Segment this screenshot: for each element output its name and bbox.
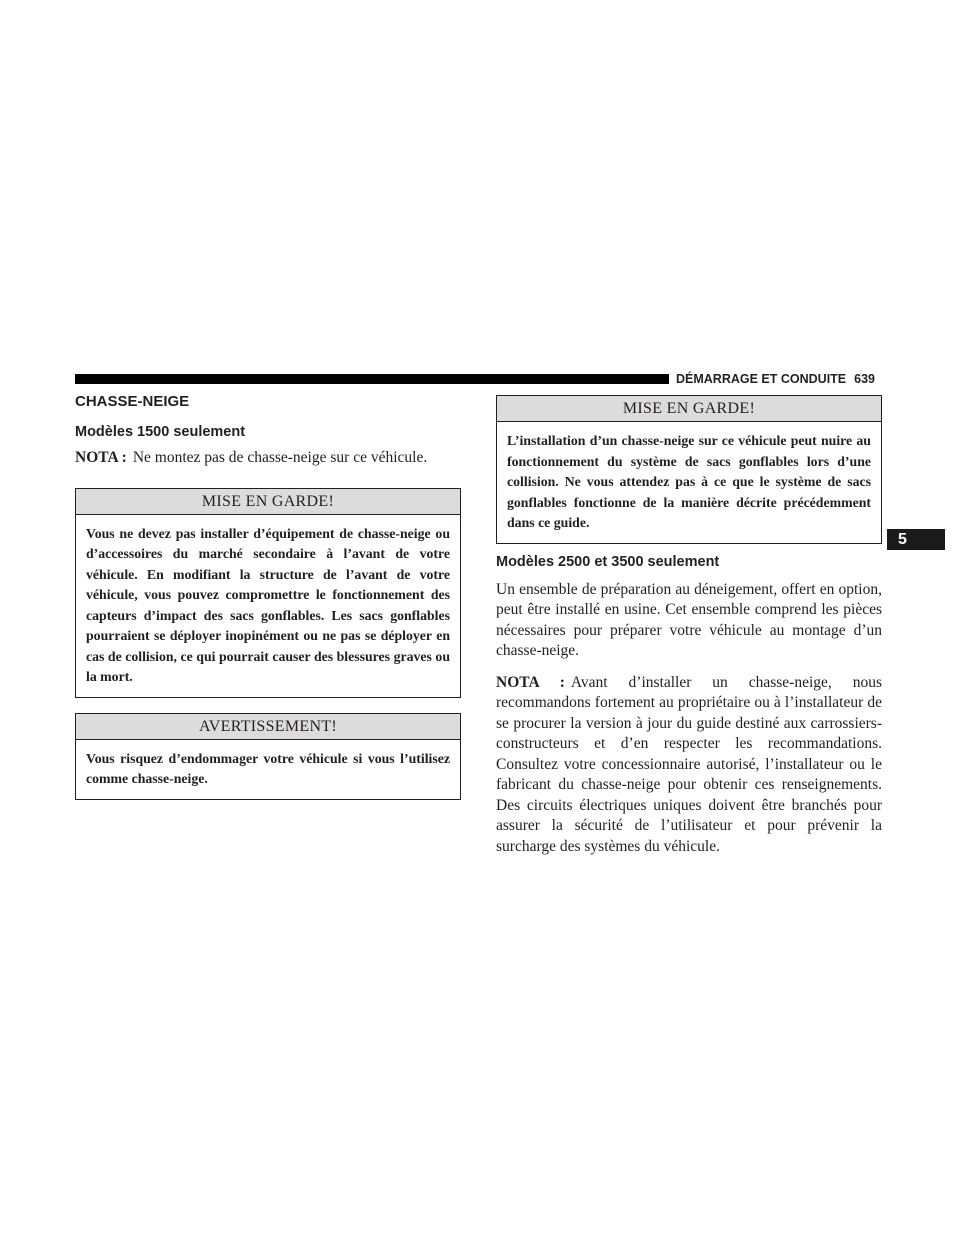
caution-box	[75, 488, 461, 698]
subsection-title: Modèles 1500 seulement	[75, 424, 246, 440]
subsection-title: Modèles 2500 et 3500 seulement	[496, 553, 720, 570]
nota-text: Ne montez pas de chasse-neige sur ce véhicule.	[132, 449, 428, 466]
nota-paragraph	[496, 673, 882, 858]
warning-box	[75, 713, 461, 800]
nota-label: NOTA :	[75, 449, 127, 466]
nota-label: NOTA :	[496, 673, 565, 691]
running-header	[676, 371, 884, 387]
body-paragraph: Un ensemble de préparation au déneigement, offert en option, peut être installé en usine. Cet ensemble comprend les pièces nécessaires pour préparer votre véhicule au montage d’un chasse-neige.	[496, 580, 882, 659]
section-title: CHASSE-NEIGE	[75, 393, 190, 410]
warning-title: AVERTISSEMENT!	[76, 714, 460, 740]
right-column	[496, 395, 882, 857]
caution-box	[496, 395, 882, 544]
caution-title: MISE EN GARDE!	[76, 489, 460, 515]
left-column	[75, 392, 461, 800]
caution-text: Vous ne devez pas installer d’équipement de chasse-neige ou d’accessoires du marché secondaire à l’avant de votre véhicule. En modifiant la structure de l’avant de votre véhicule, vous pouvez compromettre le fonctionnement des capteurs d’impact des sacs gonflables. Les sacs gonflables pourraient se déployer inopinément ou ne pas se déployer en cas de collision, ce qui pourrait causer des blessures graves ou la mort.	[86, 525, 450, 684]
caution-text: L’installation d’un chasse-neige sur ce véhicule peut nuire au fonctionnement du système de sacs gonflables lors d’une collision. Ne vous attendez pas à ce que le système de sacs gonflables fonctionne de la manière décrite précédemment dans ce guide.	[507, 433, 871, 530]
warning-text: Vous risquez d’endommager votre véhicule si vous l’utilisez comme chasse-neige.	[86, 750, 450, 786]
nota-text: Avant d’installer un chasse-neige, nous recommandons fortement au propriétaire ou à l’installateur de se procurer la version à jour du guide destiné aux carrossiers-constructeurs et d’en respecter les recommandations. Consultez votre concessionnaire autorisé, l’installateur ou le fabricant du chasse-neige pour obtenir ces renseignements. Des circuits électriques uniques doivent être branchés pour assurer la sécurité de l’utilisateur et pour prévenir la surcharge des systèmes du véhicule.	[496, 673, 882, 855]
page-number: 639	[854, 372, 876, 386]
nota-paragraph	[75, 448, 461, 469]
caution-title: MISE EN GARDE!	[497, 396, 881, 422]
chapter-tab: 5	[887, 529, 945, 550]
chapter-title: DÉMARRAGE ET CONDUITE	[676, 372, 847, 386]
header-rule	[75, 374, 669, 384]
